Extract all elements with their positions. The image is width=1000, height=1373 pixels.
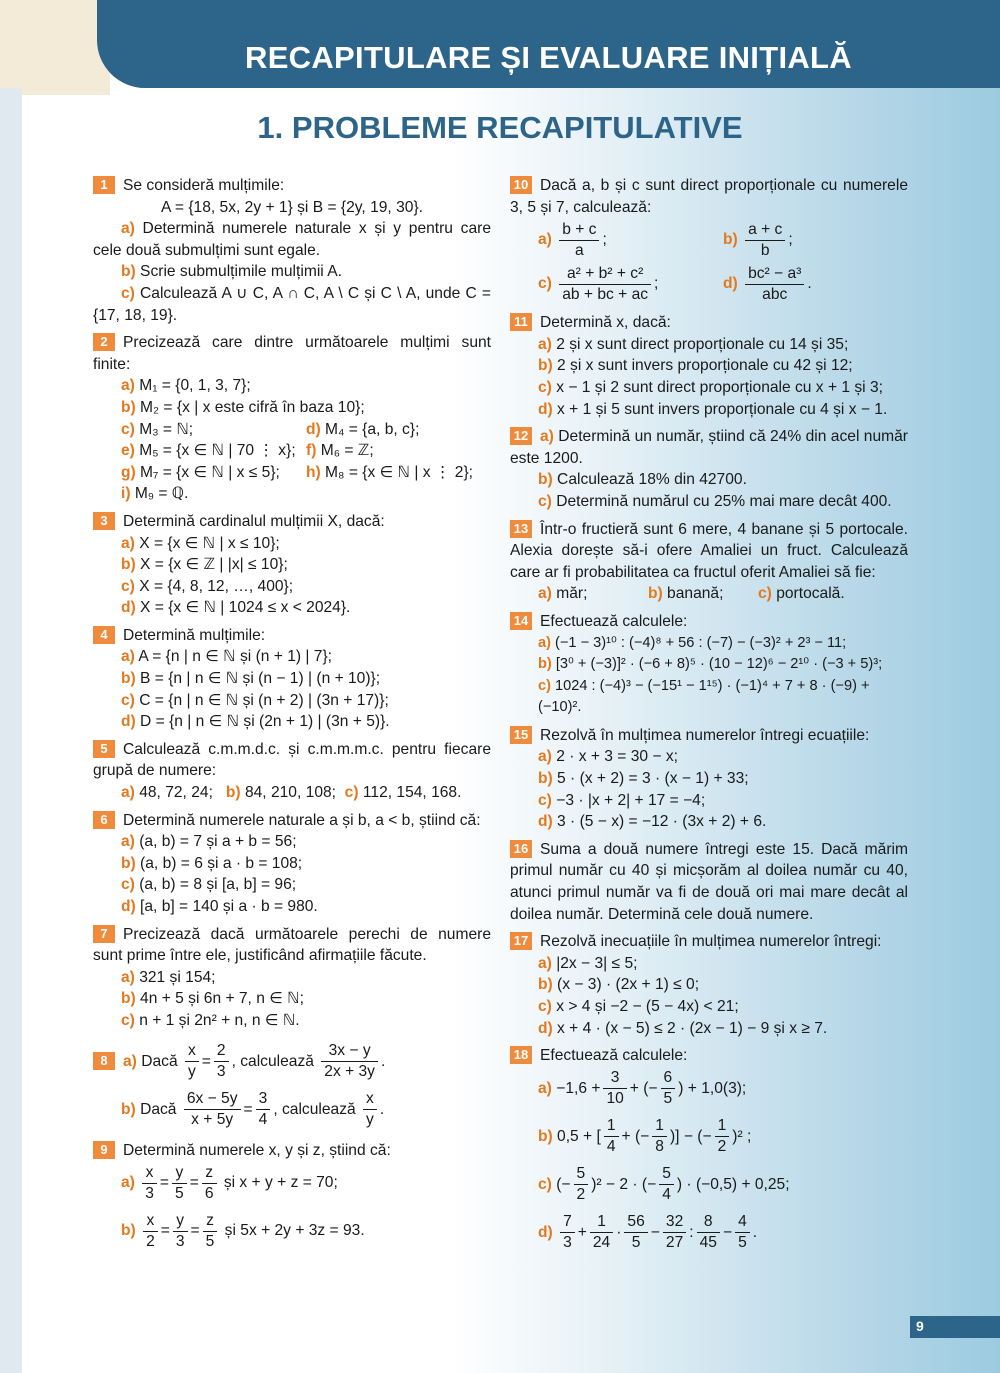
p17-b-l: b) xyxy=(538,976,553,994)
p9-d3: 3 xyxy=(145,1184,154,1202)
p15-b: 5 · (x + 2) = 3 · (x − 1) + 33; xyxy=(552,770,749,788)
p4-a-l: a) xyxy=(121,648,135,666)
p18-c-d1: 2 xyxy=(576,1186,586,1204)
p4-b: B = {n | n ∈ ℕ și (n − 1) | (n + 10)}; xyxy=(135,670,381,688)
p12-c-l: c) xyxy=(538,492,552,510)
p18-d-l: d) xyxy=(538,1223,553,1241)
p9-d5b: 5 xyxy=(205,1232,215,1250)
p18-d-d2: 24 xyxy=(592,1234,611,1252)
p11-d-l: d) xyxy=(538,400,553,418)
p2-intro: Precizează care dintre următoarele mulțimi sunt finite: xyxy=(93,334,491,373)
p10-a-n: b + c xyxy=(559,220,599,241)
p18-d-d4: 27 xyxy=(665,1234,684,1252)
p9-d3b: 3 xyxy=(175,1232,185,1250)
p11-c-l: c) xyxy=(538,378,552,396)
p18-a-mid: + (− xyxy=(629,1079,658,1097)
p18-a-pre: −1,6 + xyxy=(551,1079,601,1097)
p9-a-rest: și x + y + z = 70; xyxy=(219,1174,338,1192)
p1-b-l: b) xyxy=(121,263,136,281)
p5-b: 84, 210, 108; xyxy=(240,784,336,802)
p6-b-l: b) xyxy=(121,854,136,872)
p2-f-l: f) xyxy=(306,442,317,460)
problem-number: 17 xyxy=(510,932,532,950)
p9-intro: Determină numerele x, y și z, știind că: xyxy=(123,1141,391,1159)
problem-10: 10 Dacă a, b și c sunt direct proporționale cu numerele 3, 5 și 7, calculează: a) $\frac{b + c}{a}$ ; b) $\frac{a + c}{b}$ ; c) $\frac{\text{a² + b² + c²}}{ab + bc + ac}$ ; d) $\frac{\text{bc² − a³}}{\text{abc}}$ . xyxy=(510,177,908,303)
problem-4 xyxy=(93,625,491,733)
problem-number: 16 xyxy=(510,840,532,858)
p11-intro: Determină x, dacă: xyxy=(540,314,671,332)
p17-d: x + 4 · (x − 5) ≤ 2 · (2x − 1) − 9 și x ≥ 7. xyxy=(552,1019,828,1037)
p3-b: X = {x ∈ ℤ | |x| ≤ 10}; xyxy=(135,556,288,574)
p12-b-l: b) xyxy=(538,471,553,489)
p15-c: −3 · |x + 2| + 17 = −4; xyxy=(551,791,706,809)
p7-intro: Precizează dacă următoarele perechi de numere sunt prime între ele, justificând afirmațiile făcute. xyxy=(93,925,491,965)
p7-b-l: b) xyxy=(121,990,136,1008)
p2-a-l: a) xyxy=(121,377,135,395)
p2-f: M₆ = ℤ; xyxy=(316,442,374,460)
p2-i-l: i) xyxy=(121,485,131,503)
p18-dotm: · xyxy=(616,1223,622,1241)
p6-c: (a, b) = 8 și [a, b] = 96; xyxy=(134,876,297,894)
p17-a: |2x − 3| ≤ 5; xyxy=(551,954,638,972)
p6-intro: Determină numerele naturale a și b, a < b, știind că: xyxy=(123,811,481,829)
p18-b-n1: 1 xyxy=(604,1116,619,1137)
p13-b-l: b) xyxy=(648,585,663,603)
problem-number: 11 xyxy=(510,313,532,331)
p12-b: Calculează 18% din 42700. xyxy=(552,471,747,489)
p5-c-l: c) xyxy=(344,784,359,802)
p12-a: Determină un număr, știind că 24% din acel număr este 1200. xyxy=(510,428,908,467)
p2-h: M₈ = {x ∈ ℕ | x ⋮ 2}; xyxy=(320,463,474,481)
problem-number: 18 xyxy=(510,1046,532,1064)
problem-number: 15 xyxy=(510,726,532,744)
p9-xa: x xyxy=(142,1163,157,1184)
p8-dot: . xyxy=(380,1052,386,1070)
p18-c-d2: 4 xyxy=(662,1186,671,1204)
p1-a-l: a) xyxy=(121,220,135,238)
p10-a-l: a) xyxy=(538,231,552,249)
problem-number: 1 xyxy=(93,176,115,194)
p9-xa: x xyxy=(143,1211,158,1232)
p1-b: Scrie submulțimile mulțimii A. xyxy=(135,263,342,281)
p13-c: portocală. xyxy=(771,585,845,603)
p18-b-mid2: )] − (− xyxy=(669,1127,712,1145)
p2-g-l: g) xyxy=(121,463,136,481)
p18-d-n3: 56 xyxy=(624,1212,647,1233)
p1-c: Calculează A ∪ C, A ∩ C, A \ C și C \ A, unde C = {17, 18, 19}. xyxy=(93,284,491,324)
p6-d: [a, b] = 140 și a · b = 980. xyxy=(135,898,318,915)
p18-b-n3: 1 xyxy=(715,1116,730,1137)
p18-c-mid: )² − 2 · (− xyxy=(591,1175,657,1193)
p13-a: măr; xyxy=(551,585,588,603)
p3-a-l: a) xyxy=(121,534,135,552)
p3-d-l: d) xyxy=(121,599,136,617)
p18-b-post: )² ; xyxy=(732,1127,752,1145)
p7-c-l: c) xyxy=(121,1011,135,1029)
p14-c-l: c) xyxy=(538,677,551,694)
problem-number: 8 xyxy=(93,1052,115,1070)
p7-a-l: a) xyxy=(121,968,135,986)
p5-c: 112, 154, 168. xyxy=(358,784,462,802)
p8-y: y xyxy=(366,1110,374,1128)
p18-b-l: b) xyxy=(538,1127,553,1145)
p2-c-l: c) xyxy=(121,420,135,438)
p2-d-l: d) xyxy=(306,420,321,438)
p18-a-l: a) xyxy=(538,1079,552,1097)
problem-6 xyxy=(93,810,491,918)
p10-b-n: a + c xyxy=(745,220,785,241)
p4-c-l: c) xyxy=(121,691,135,709)
p8-x: x xyxy=(185,1041,199,1062)
page-number-tab xyxy=(910,1316,1000,1338)
p17-d-l: d) xyxy=(538,1019,553,1037)
p18-d-d5: 45 xyxy=(699,1234,717,1252)
p10-c-l: c) xyxy=(538,275,552,293)
p9-d6: 6 xyxy=(204,1184,214,1202)
problem-number: 14 xyxy=(510,612,532,630)
problem-number: 5 xyxy=(93,740,115,758)
p14-a-l: a) xyxy=(538,634,551,651)
p8-three: 3 xyxy=(216,1062,226,1080)
problem-7 xyxy=(93,924,491,1032)
p2-d: M₄ = {a, b, c}; xyxy=(320,420,420,438)
p18-c-post: ) · (−0,5) + 0,25; xyxy=(676,1175,790,1193)
p17-c: x > 4 și −2 − (5 − 4x) < 21; xyxy=(551,998,739,1015)
right-column xyxy=(510,175,908,1261)
p18-plus: + xyxy=(577,1223,587,1241)
p8-two: 2 xyxy=(214,1041,229,1062)
p8-b-l: b) xyxy=(121,1100,136,1118)
p9-d5: 5 xyxy=(175,1184,184,1202)
p5-intro: Calculează c.m.m.d.c. și c.m.m.m.c. pentru fiecare grupă de numere: xyxy=(93,740,491,780)
page-corner xyxy=(0,0,110,95)
p7-b: 4n + 5 și 6n + 7, n ∈ ℕ; xyxy=(135,990,304,1008)
p18-d-n6: 4 xyxy=(735,1212,750,1233)
p1-sets: A = {18, 5x, 2y + 1} și B = {2y, 19, 30}. xyxy=(161,198,423,216)
p1-intro: Se consideră mulțimile: xyxy=(123,177,285,194)
p6-a: (a, b) = 7 și a + b = 56; xyxy=(134,833,297,851)
p17-b: (x − 3) · (2x + 1) ≤ 0; xyxy=(552,976,700,994)
p3-intro: Determină cardinalul mulțimii X, dacă: xyxy=(123,512,385,530)
p18-colon: : xyxy=(689,1223,694,1241)
p18-a-d2: 5 xyxy=(663,1090,673,1108)
p15-a: 2 · x + 3 = 30 − x; xyxy=(551,748,678,766)
p6-d-l: d) xyxy=(121,898,136,915)
p4-b-l: b) xyxy=(121,670,136,688)
p14-b-l: b) xyxy=(538,656,552,673)
p18-c-pre: (− xyxy=(551,1175,571,1193)
p13-a-l: a) xyxy=(538,585,552,603)
p13-b: banană; xyxy=(662,585,724,603)
p10-intro: Dacă a, b și c sunt direct proporționale cu numerele 3, 5 și 7, calculează: xyxy=(510,177,908,216)
p1-c-l: c) xyxy=(121,284,135,302)
p10-c-d: ab + bc + ac xyxy=(562,285,649,303)
p18-a-n1: 3 xyxy=(603,1068,626,1089)
p3-b-l: b) xyxy=(121,556,136,574)
p10-b-d: b xyxy=(760,241,770,259)
p2-b: M₂ = {x | x este cifră în baza 10}; xyxy=(135,398,365,416)
p18-b-pre: 0,5 + [ xyxy=(552,1127,601,1145)
p11-a-l: a) xyxy=(538,335,552,353)
problem-13 xyxy=(510,519,908,605)
chapter-banner xyxy=(97,0,1000,88)
p12-a-l: a) xyxy=(540,428,554,446)
p8-num2: 6x − 5y xyxy=(184,1089,241,1110)
p18-c-n2: 5 xyxy=(659,1164,674,1185)
problem-number: 13 xyxy=(510,520,532,538)
p11-b: 2 și x sunt invers proporționale cu 42 și 12; xyxy=(552,357,853,375)
p10-b-l: b) xyxy=(723,231,738,249)
p15-b-l: b) xyxy=(538,770,553,788)
problem-3 xyxy=(93,511,491,619)
p18-d-n5: 8 xyxy=(697,1212,720,1233)
p10-d-l: d) xyxy=(723,275,738,293)
p4-d-l: d) xyxy=(121,713,136,731)
p5-a: 48, 72, 24; xyxy=(134,784,213,802)
problem-14 xyxy=(510,611,908,719)
p9-za: z xyxy=(203,1211,218,1232)
p10-a-d: a xyxy=(575,241,584,259)
problem-number: 4 xyxy=(93,626,115,644)
problem-1 xyxy=(93,175,491,326)
p18-intro: Efectuează calculele: xyxy=(540,1047,688,1065)
problem-12 xyxy=(510,426,908,512)
p18-d-d6: 5 xyxy=(738,1234,747,1252)
problem-number: 10 xyxy=(510,176,532,194)
p8-three2: 3 xyxy=(256,1089,271,1110)
p9-b-rest: și 5x + 2y + 3z = 93. xyxy=(220,1222,365,1240)
p14-intro: Efectuează calculele: xyxy=(540,612,688,630)
p6-b: (a, b) = 6 și a · b = 108; xyxy=(135,854,303,872)
p18-c-n1: 5 xyxy=(574,1164,589,1185)
left-column xyxy=(93,175,491,1259)
problem-2 xyxy=(93,332,491,505)
p8-daca: Dacă xyxy=(141,1052,178,1070)
p9-d2: 2 xyxy=(146,1232,155,1250)
p9-za: z xyxy=(202,1163,217,1184)
p18-d-n1: 7 xyxy=(560,1212,575,1233)
p8-calc: , calculează xyxy=(273,1100,356,1118)
p2-b-l: b) xyxy=(121,398,136,416)
left-margin-strip xyxy=(0,88,22,1373)
p18-d-n4: 32 xyxy=(663,1212,686,1233)
p13-intro: Într-o fructieră sunt 6 mere, 4 banane și 5 portocale. Alexia dorește să-i ofere Amaliei un fruct. Calculează care ar fi probabilitatea ca fructul oferit Amaliei să fie: xyxy=(510,520,908,581)
p6-a-l: a) xyxy=(121,833,135,851)
p18-b-n2: 1 xyxy=(652,1116,667,1137)
p14-b: [3⁰ + (−3)]² · (−6 + 8)⁵ · (10 − 12)⁶ − 2¹⁰ · (−3 + 5)³; xyxy=(551,656,883,673)
p18-b-d1: 4 xyxy=(606,1138,616,1156)
p10-d-n: bc² − a³ xyxy=(745,264,804,285)
p18-b-d2: 8 xyxy=(655,1138,664,1156)
p18-a-post: ) + 1,0(3); xyxy=(678,1079,747,1097)
p8-a-l: a) xyxy=(123,1052,137,1070)
p8-daca: Dacă xyxy=(140,1100,177,1118)
p14-a: (−1 − 3)¹⁰ : (−4)⁸ + 56 : (−7) − (−3)² + 2³ − 11; xyxy=(550,634,847,651)
p18-d-d3: 5 xyxy=(631,1234,641,1252)
p8-x: x xyxy=(363,1089,377,1110)
problem-5 xyxy=(93,739,491,804)
p18-d-n2: 1 xyxy=(590,1212,613,1233)
problem-8 xyxy=(93,1040,491,1132)
p9-b-l: b) xyxy=(121,1222,136,1240)
p2-e: M₅ = {x ∈ ℕ | 70 ⋮ x}; xyxy=(134,442,296,460)
p4-c: C = {n | n ∈ ℕ și (n + 2) | (3n + 17)}; xyxy=(134,691,389,709)
p3-d: X = {x ∈ ℕ | 1024 ≤ x < 2024}. xyxy=(135,599,351,617)
problem-15 xyxy=(510,725,908,833)
p2-i: M₉ = ℚ. xyxy=(130,485,189,503)
problem-number: 6 xyxy=(93,811,115,829)
p8-eq: = xyxy=(243,1100,253,1118)
p1-a: Determină numerele naturale x și y pentru care cele două submulțimi sunt egale. xyxy=(93,220,491,259)
p8-num1: 3x − y xyxy=(321,1041,378,1062)
p15-d: 3 · (5 − x) = −12 · (3x + 2) + 6. xyxy=(552,813,767,831)
p18-minus: − xyxy=(650,1223,660,1241)
p7-a: 321 și 154; xyxy=(134,968,216,986)
section-title: 1. PROBLEME RECAPITULATIVE xyxy=(257,110,743,145)
problem-number: 9 xyxy=(93,1141,115,1159)
p18-b-d3: 2 xyxy=(717,1138,727,1156)
p8-calc: , calculează xyxy=(231,1052,314,1070)
problem-number: 3 xyxy=(93,512,115,530)
p3-c: X = {4, 8, 12, …, 400}; xyxy=(134,577,294,595)
p4-d: D = {n | n ∈ ℕ și (2n + 1) | (3n + 5)}. xyxy=(135,713,390,731)
p8-dot: . xyxy=(379,1100,385,1118)
p4-intro: Determină mulțimile: xyxy=(123,626,266,644)
problem-17 xyxy=(510,931,908,1039)
p2-a: M₁ = {0, 1, 3, 7}; xyxy=(134,377,251,395)
p18-a-d1: 10 xyxy=(606,1090,624,1108)
page-number: 9 xyxy=(916,1318,924,1334)
p6-c-l: c) xyxy=(121,876,135,894)
problem-16 xyxy=(510,839,908,925)
problem-9: 9 Determină numerele x, y și z, știind că: a) $\frac{x}{3}$ = $\frac{y}{5}$ = $\frac{z}{6}$ și x + y + z = 70; b) $\frac{x}{2}$ = $\frac{y}{3}$ = $\frac{z}{5}$ și 5x + 2y + 3z = 93. xyxy=(93,1140,491,1254)
p8-den2: x + 5y xyxy=(191,1110,234,1128)
problem-number: 2 xyxy=(93,333,115,351)
p2-e-l: e) xyxy=(121,442,135,460)
p14-c: 1024 : (−4)³ − (−15¹ − 1¹⁵) · (−1)⁴ + 7 + 8 · (−9) + (−10)². xyxy=(538,677,870,716)
p8-y: y xyxy=(187,1062,196,1080)
p11-c: x − 1 și 2 sunt direct proporționale cu x + 1 și 3; xyxy=(551,378,883,396)
p10-c-n: a² + b² + c² xyxy=(559,264,651,285)
p16-intro: Suma a două numere întregi este 15. Dacă mărim primul număr cu 40 și micșorăm al doilea număr cu 40, atunci primul număr va fi de două ori mai mare decât al doilea număr. Determină cele două numere. xyxy=(510,840,908,923)
problem-number: 7 xyxy=(93,925,115,943)
p18-d-d1: 3 xyxy=(563,1234,572,1252)
p18-minus: − xyxy=(722,1223,733,1241)
p3-a: X = {x ∈ ℕ | x ≤ 10}; xyxy=(134,534,280,552)
p17-intro: Rezolvă inecuațiile în mulțimea numerelor întregi: xyxy=(540,933,882,951)
problem-number: 12 xyxy=(510,427,532,445)
p8-den1: 2x + 3y xyxy=(324,1062,375,1080)
problem-18 xyxy=(510,1045,908,1255)
p17-c-l: c) xyxy=(538,998,552,1015)
p10-d-d: abc xyxy=(762,285,788,303)
p18-b-mid: + (− xyxy=(621,1127,650,1145)
p7-c: n + 1 și 2n² + n, n ∈ ℕ. xyxy=(134,1011,300,1029)
p2-h-l: h) xyxy=(306,463,321,481)
p15-intro: Rezolvă în mulțimea numerelor întregi ecuațiile: xyxy=(540,726,870,744)
p15-a-l: a) xyxy=(538,748,552,766)
p15-d-l: d) xyxy=(538,813,553,831)
p11-b-l: b) xyxy=(538,357,553,375)
p9-ya: y xyxy=(172,1163,187,1184)
p2-c: M₃ = ℕ; xyxy=(134,420,194,438)
p18-end: . xyxy=(752,1223,758,1241)
p8-eq: = xyxy=(201,1052,211,1070)
p15-c-l: c) xyxy=(538,791,552,809)
p5-a-l: a) xyxy=(121,784,135,802)
p18-c-l: c) xyxy=(538,1175,552,1193)
chapter-title: RECAPITULARE ȘI EVALUARE INIȚIALĂ xyxy=(245,40,852,75)
p18-a-n2: 6 xyxy=(661,1068,676,1089)
p2-g: M₇ = {x ∈ ℕ | x ≤ 5}; xyxy=(135,463,280,481)
p13-c-l: c) xyxy=(758,585,772,603)
p8-four: 4 xyxy=(258,1110,268,1128)
p11-a: 2 și x sunt direct proporționale cu 14 și 35; xyxy=(551,335,849,353)
p9-ya: y xyxy=(173,1211,188,1232)
p12-c: Determină numărul cu 25% mai mare decât 400. xyxy=(551,492,892,510)
p4-a: A = {n | n ∈ ℕ și (n + 1) | 7}; xyxy=(134,648,333,666)
p11-d: x + 1 și 5 sunt invers proporționale cu 4 și x − 1. xyxy=(552,400,888,418)
p3-c-l: c) xyxy=(121,577,135,595)
p17-a-l: a) xyxy=(538,954,552,972)
p5-b-l: b) xyxy=(225,784,241,802)
p9-a-l: a) xyxy=(121,1174,135,1192)
problem-11 xyxy=(510,312,908,420)
